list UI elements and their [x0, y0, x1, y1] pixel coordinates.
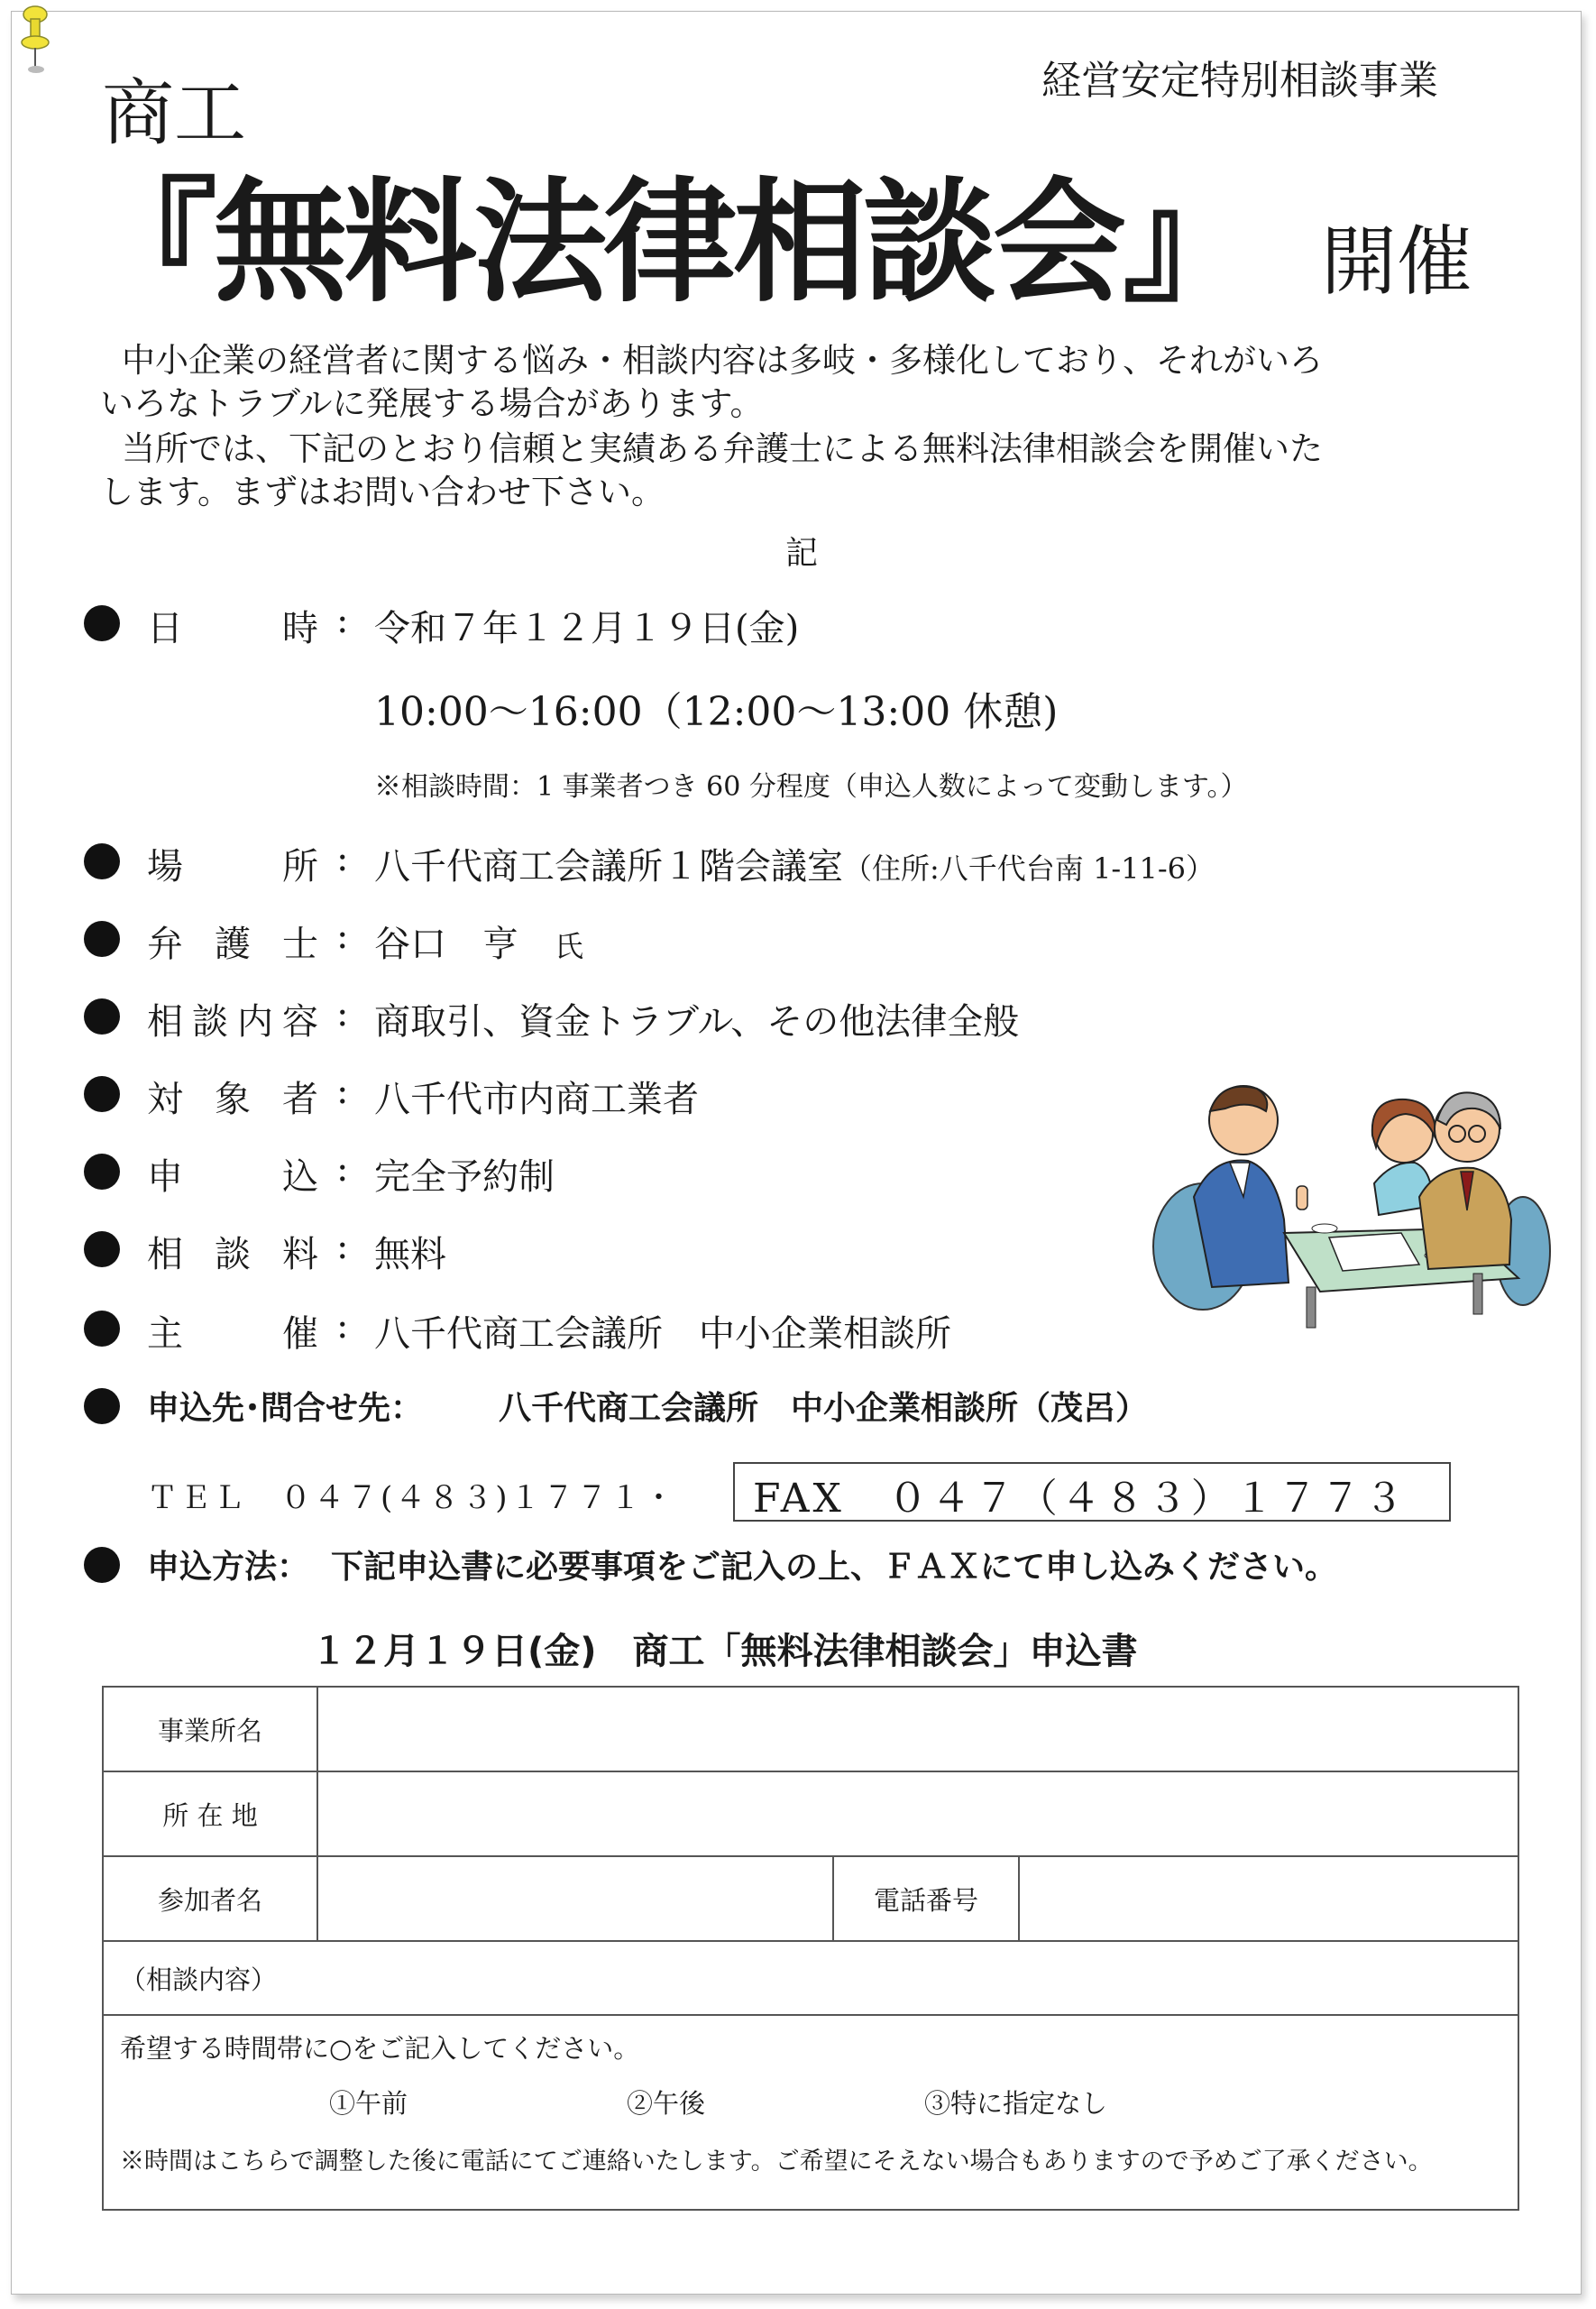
option-afternoon[interactable]: ②午後 — [627, 2088, 706, 2119]
datetime-label: 日 時 — [147, 608, 318, 649]
fee-value: 無料 — [374, 1234, 446, 1275]
content-value: 商取引、資金トラブル、その他法律全般 — [374, 1001, 1020, 1043]
target-label: 対象者 — [147, 1079, 318, 1120]
application-form — [102, 1686, 1519, 2211]
title-suffix: 開催 — [1321, 217, 1473, 306]
bullet-icon — [84, 843, 120, 879]
method-label: 申込方法： — [147, 1549, 310, 1586]
time-preference-cell — [103, 2015, 1518, 2210]
form-title: １２月１９日(金) 商工「無料法律相談会」申込書 — [311, 1631, 1138, 1672]
bullet-icon — [84, 1388, 120, 1424]
title-prefix: 商工 — [102, 71, 246, 155]
bullet-icon — [84, 1076, 120, 1112]
office-name-label: 事業所名 — [103, 1687, 317, 1771]
option-morning[interactable]: ①午前 — [329, 2088, 408, 2119]
participant-field[interactable] — [317, 1856, 833, 1941]
intro-line-4: します。まずはお問い合わせ下さい。 — [100, 473, 665, 511]
lawyer-value: 谷口 亨 氏 — [374, 924, 584, 965]
contact-label: 申込先･問合せ先： — [147, 1390, 424, 1427]
application-value: 完全予約制 — [374, 1156, 555, 1198]
intro-line-2: いろなトラブルに発展する場合があります。 — [100, 384, 764, 423]
option-any[interactable]: ③特に指定なし — [924, 2088, 1108, 2119]
datetime-date: 令和７年１２月１９日(金) — [374, 608, 800, 649]
consultation-illustration — [1135, 1062, 1559, 1332]
bullet-icon — [84, 1154, 120, 1190]
phone-label: 電話番号 — [833, 1856, 1019, 1941]
contact-tel: ＴＥＬ ０４７(４８３)１７７１・ — [147, 1480, 677, 1516]
consultation-content-field[interactable] — [103, 1941, 1518, 2015]
bullet-icon — [84, 1231, 120, 1267]
place-label: 場 所 — [147, 846, 318, 888]
organizer-label: 主 催 — [147, 1313, 318, 1355]
bullet-icon — [84, 998, 120, 1035]
datetime-note: ※相談時間：1 事業者つき 60 分程度（申込人数によって変動します。） — [374, 771, 1248, 803]
page-title: 『無料法律相談会』 — [84, 163, 1252, 320]
time-note: ※時間はこちらで調整した後に電話にてご連絡いたします。ご希望にそえない場合もありますので予めご了承ください。 — [120, 2148, 1433, 2176]
bullet-icon — [84, 1547, 120, 1583]
organizer-value: 八千代商工会議所 中小企業相談所 — [374, 1313, 951, 1355]
fee-label: 相談料 — [147, 1234, 318, 1275]
lawyer-label: 弁護士 — [147, 924, 318, 965]
intro-line-1: 中小企業の経営者に関する悩み・相談内容は多岐・多様化しており、それがいろ — [122, 341, 1323, 380]
time-instruction: 希望する時間帯に○をご記入してください。 — [120, 2033, 640, 2064]
datetime-time: 10:00～16:00（12:00～13:00 休憩) — [374, 689, 1059, 735]
bullet-icon — [84, 1311, 120, 1347]
contact-value: 八千代商工会議所 中小企業相談所（茂呂） — [499, 1390, 1149, 1427]
participant-label: 参加者名 — [103, 1856, 317, 1941]
application-label: 申 込 — [147, 1156, 318, 1198]
bullet-icon — [84, 605, 120, 641]
location-label: 所 在 地 — [103, 1771, 317, 1856]
place-address: （住所:八千代台南 1-11-6） — [843, 851, 1215, 886]
content-label: 相談内容 — [147, 1001, 318, 1043]
office-name-field[interactable] — [317, 1687, 1518, 1771]
consultation-label: （相談内容） — [120, 1964, 278, 1995]
method-value: 下記申込書に必要事項をご記入の上、ＦＡＸにて申し込みください。 — [331, 1549, 1338, 1586]
push-pin-icon — [19, 3, 51, 75]
target-value: 八千代市内商工業者 — [374, 1079, 699, 1120]
place-value: 八千代商工会議所１階会議室（住所:八千代台南 1-11-6） — [374, 846, 1215, 888]
bullet-icon — [84, 921, 120, 957]
phone-field[interactable] — [1019, 1856, 1518, 1941]
intro-line-3: 当所では、下記のとおり信頼と実績ある弁護士による無料法律相談会を開催いた — [122, 429, 1323, 468]
contact-fax: FAX ０４７（４８３）１７７３ — [753, 1476, 1408, 1522]
location-field[interactable] — [317, 1771, 1518, 1856]
flyer-sheet: 経営安定特別相談事業 商工 『無料法律相談会』 開催 中小企業の経営者に関する悩み・相談内容は多岐・多様化しており、それがいろ いろなトラブルに発展する場合があります。 当所では、下記のとおり信頼と実績ある弁護士による無料法律相談会を開催いた します。まずはお問い合わせ下さい。 記 日 時 : 令和７年１２月１９日(金) 10:00～16:00（12:00～13:00 休憩) ※相談時間：1 事業者つき 60 分程度（申込人数によって変動します。） 場 所 : 八千代商工会議所１階会議室（住所:八千代台南 1-11-6） 弁護士 : 谷口 亨 氏 相談内容 : 商取引、資金トラブル、その他法律全般 対象者 : 八千代市内商工業者 申 込 : 完全予約制 相談料 : 無料 主 催 : 八千代商工会議所 中小企業相談所 申込先･問合せ先： 八千代商工会議所 中小企業相談所（茂呂） ＴＥＬ ０４７(４８３)１７７１・ FAX ０４７（４８３）１７７３ 申込方法： 下記申込書に必要事項をご記入の上、ＦＡＸにて申し込みください。 １２月１９日(金) 商工「無料法律相談会」申込書 事業所名 所 在 地 参加者名 電話番号 （相談内容） 希望する時間帯に○をご記入してください。 ①午前 ②午後 ③特に指定なし ※時間はこちらで調整した後に電話にてご連絡いたします。ご希望にそえない場合もありますので予めご了承ください。 — [11, 11, 1582, 2295]
ki-mark: 記 — [785, 535, 819, 572]
program-name: 経営安定特別相談事業 — [1041, 58, 1438, 104]
